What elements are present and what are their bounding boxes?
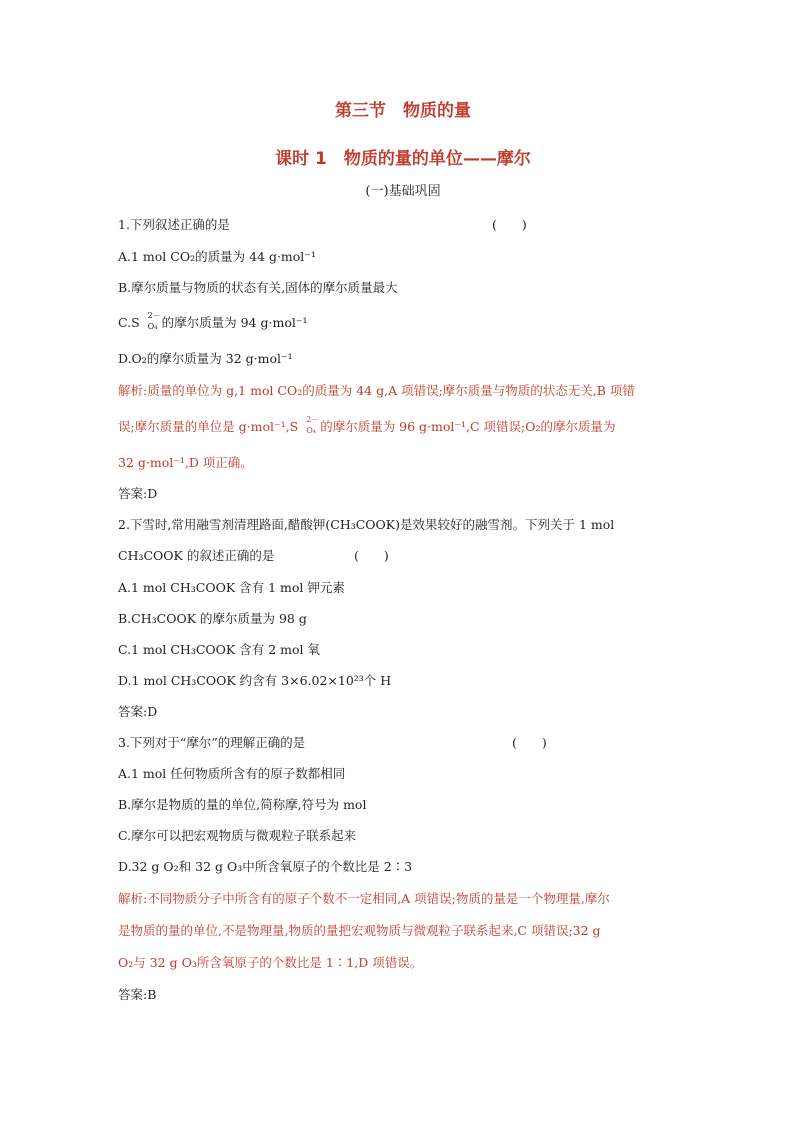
q3-answer-paren: ( ) xyxy=(512,735,547,750)
q3-stem: 3.下列对于“摩尔”的理解正确的是 xyxy=(118,735,306,750)
analysis-prefix: 误;摩尔质量的单位是 g·mol⁻¹,S xyxy=(118,419,299,434)
q1-option-a: A.1 mol CO₂的质量为 44 g·mol⁻¹ xyxy=(118,249,316,264)
q2-stem-line-1: 2.下雪时,常用融雪剂清理路面,醋酸钾(CH₃COOK)是效果较好的融雪剂。下列关于 1 mol xyxy=(118,517,615,532)
subheading: (一)基础巩固 xyxy=(365,184,441,199)
lesson-title: 课时 1 物质的量的单位——摩尔 xyxy=(275,149,531,169)
q3-option-d: D.32 g O₂和 32 g O₃中所含氧原子的个数比是 2∶3 xyxy=(118,859,413,874)
q3-answer: 答案:B xyxy=(118,987,157,1002)
q2-option-d: D.1 mol CH₃COOK 约含有 3×6.02×10²³个 H xyxy=(118,673,392,688)
q1-answer: 答案:D xyxy=(118,486,158,501)
q1-c-prefix: C.S xyxy=(118,315,140,330)
q1-analysis-line-1: 解析:质量的单位为 g,1 mol CO₂的质量为 44 g,A 项错误;摩尔质量与物质的状态无关,B 项错 xyxy=(118,383,635,398)
q2-option-b: B.CH₃COOK 的摩尔质量为 98 g xyxy=(118,611,307,626)
q3-analysis-line-3: O₂与 32 g O₃所含氧原子的个数比是 1∶1,D 项错误。 xyxy=(118,955,423,970)
q2-option-a: A.1 mol CH₃COOK 含有 1 mol 钾元素 xyxy=(118,580,345,595)
q2-answer-paren: ( ) xyxy=(354,548,389,563)
q1-c-suffix: 的摩尔质量为 94 g·mol⁻¹ xyxy=(161,315,308,330)
q3-analysis-line-1: 解析:不同物质分子中所含有的原子个数不一定相同,A 项错误;物质的量是一个物理量,摩尔 xyxy=(118,891,610,906)
q1-option-d: D.O₂的摩尔质量为 32 g·mol⁻¹ xyxy=(118,351,293,366)
q1-analysis-line-2 xyxy=(118,417,615,435)
q3-analysis-line-2: 是物质的量的单位,不是物理量,物质的量把宏观物质与微观粒子联系起来,C 项错误;32 g xyxy=(118,923,601,938)
q1-answer-paren: ( ) xyxy=(492,217,527,232)
q1-option-c xyxy=(118,313,307,331)
q2-stem-line-2: CH₃COOK 的叙述正确的是 xyxy=(118,548,275,563)
section-title: 第三节 物质的量 xyxy=(335,101,471,121)
q3-option-a: A.1 mol 任何物质所含有的原子数都相同 xyxy=(118,766,346,781)
ion-subscript: O₄ xyxy=(306,426,316,435)
q2-answer: 答案:D xyxy=(118,704,158,719)
analysis-suffix: 的摩尔质量为 96 g·mol⁻¹,C 项错误;O₂的摩尔质量为 xyxy=(320,419,616,434)
sulfate-ion xyxy=(298,415,320,435)
q3-option-c: C.摩尔可以把宏观物质与微观粒子联系起来 xyxy=(118,828,357,843)
sulfate-ion xyxy=(140,311,162,331)
q1-stem: 1.下列叙述正确的是 xyxy=(118,217,230,232)
q3-option-b: B.摩尔是物质的量的单位,简称摩,符号为 mol xyxy=(118,797,367,812)
q2-option-c: C.1 mol CH₃COOK 含有 2 mol 氧 xyxy=(118,642,320,657)
q1-analysis-line-3: 32 g·mol⁻¹,D 项正确。 xyxy=(118,455,253,470)
ion-subscript: O₄ xyxy=(147,322,158,331)
q1-option-b: B.摩尔质量与物质的状态有关,固体的摩尔质量最大 xyxy=(118,280,398,295)
ion-charge: 2－ xyxy=(306,415,320,424)
ion-charge: 2－ xyxy=(147,311,161,320)
